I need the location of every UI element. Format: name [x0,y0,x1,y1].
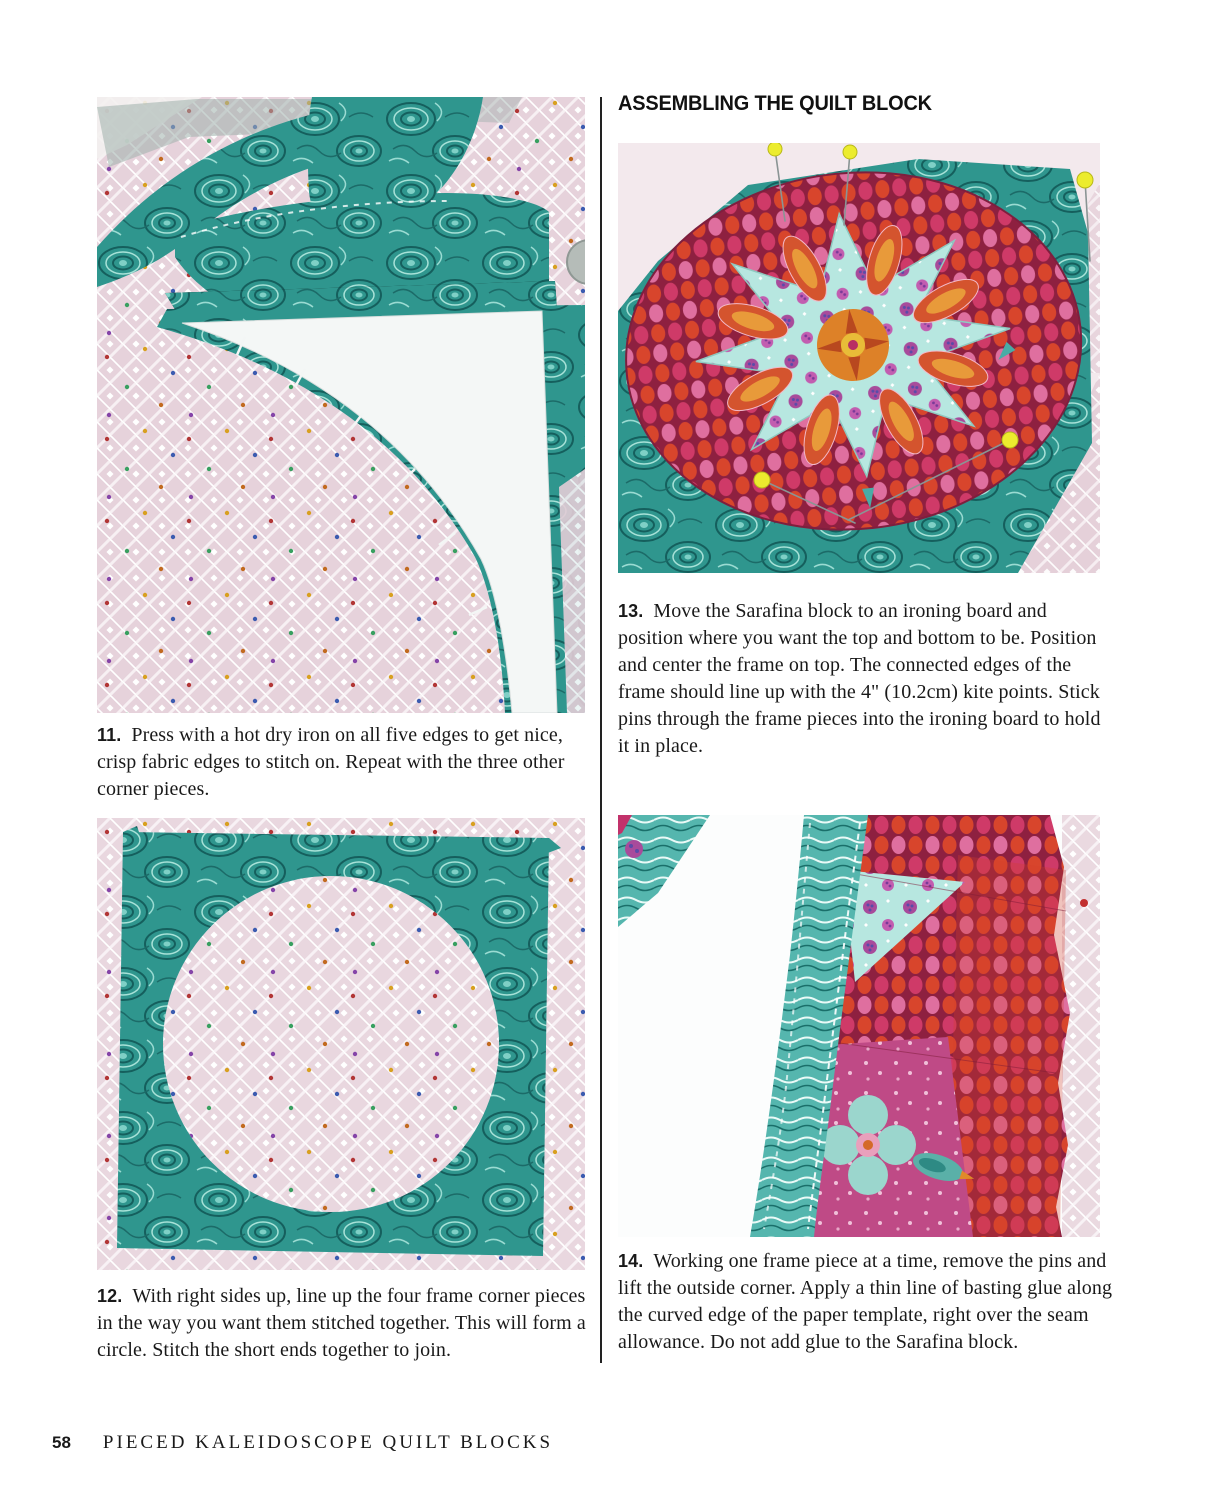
section-heading: ASSEMBLING THE QUILT BLOCK [618,92,932,115]
figure-sarafina-block-photo [618,143,1100,573]
pin-icon [1002,432,1018,448]
step-text: Press with a hot dry iron on all five edges to get nice, crisp fabric edges to stitch on. Repeat with the three other corner pieces. [97,724,565,800]
figure-frame-circle-photo [97,818,585,1270]
pin-icon [754,472,770,488]
step-13-caption [618,598,1116,760]
figure-pressed-corner-pieces-photo [97,97,585,713]
step-number: 14. [618,1251,644,1271]
step-text: Working one frame piece at a time, remove the pins and lift the outside corner. Apply a thin line of basting glue along the curved edge of the paper template, right over the seam allowance. Do not add glue to the Sarafina block. [618,1250,1113,1353]
step-11-caption [97,722,591,803]
step-text: Move the Sarafina block to an ironing board and position where you want the top and bottom to be. Position and center the frame on top. The connected edges of the frame should line up with the 4" (10.2cm) kite points. Stick pins through the frame pieces into the ironing board to hold it in place. [618,600,1101,757]
running-title: PIECED KALEIDOSCOPE QUILT BLOCKS [102,1432,554,1453]
step-14-caption [618,1248,1116,1356]
column-divider-rule [600,97,602,1363]
pin-icon [843,145,857,159]
page-number: 58 [52,1433,71,1452]
step-number: 12. [97,1286,123,1306]
circle-cutout [163,876,499,1212]
pin-icon [768,143,782,156]
step-number: 11. [97,725,122,745]
pin-icon [1077,172,1093,188]
figure-basting-glue-photo [618,815,1100,1237]
step-12-caption [97,1283,591,1364]
page-footer [52,1432,553,1454]
step-text: With right sides up, line up the four frame corner pieces in the way you want them stitched together. This will form a circle. Stitch the short ends together to join. [97,1285,586,1361]
step-number: 13. [618,601,644,621]
